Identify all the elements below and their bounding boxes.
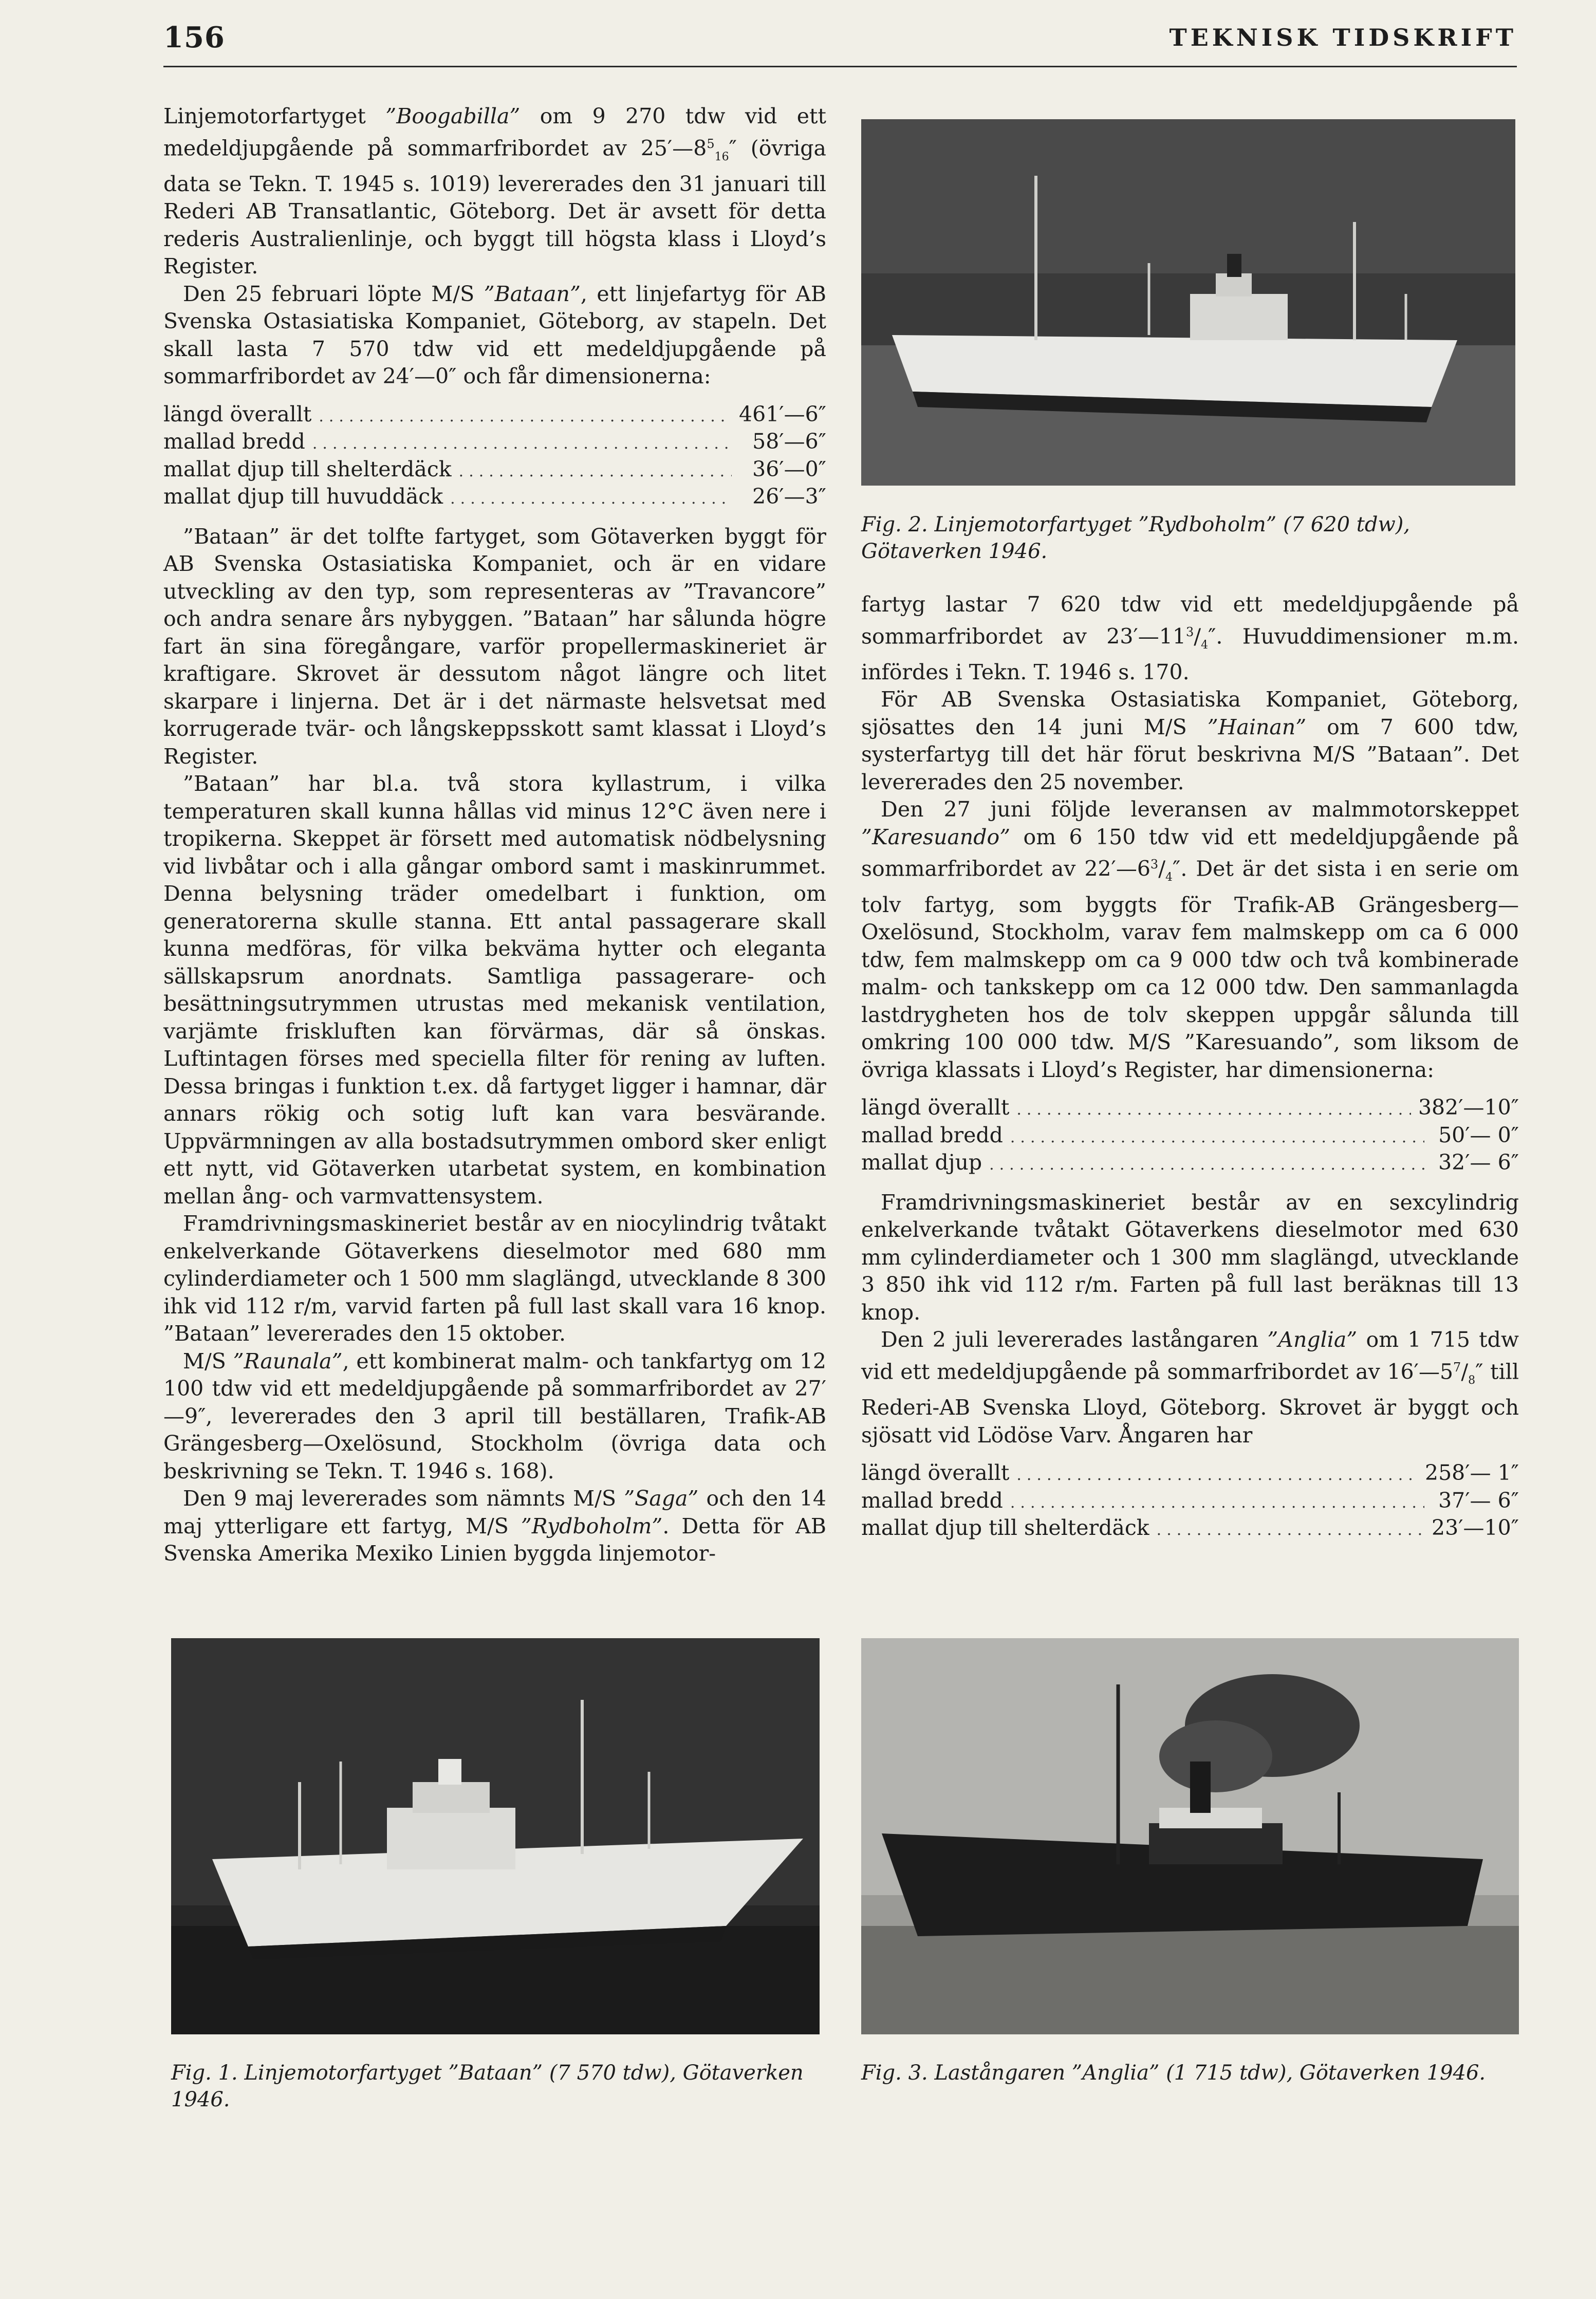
photo-anglia — [861, 1638, 1519, 2034]
paragraph-bataan-description: ”Bataan” är det tolfte fartyget, som Götaverken byggt för AB Svenska Ostasiatiska Kompaniet, och är en vidare utveckling av den typ, som representeras av ”Travancore” och andra senare års nybyggen. ”Bataan” har sålunda högre fart än sina föregångare, varför propellermaskineriet är kraftigare. Skrovet är dessutom något längre och litet skarpare i linjerna. Det är i det närmaste helsvetsat med korrugerade tvär- och långskeppsskott samt klassat i Lloyd’s Register. — [163, 524, 826, 769]
caption-fig-2: Fig. 2. Linjemotorfartyget ”Rydboholm” (7 620 tdw), Götaverken 1946. — [861, 513, 1411, 563]
paragraph-anglia: Den 2 juli levererades lastångaren ”Anglia” om 1 715 tdw vid ett medeldjupgående på sommarfribordet av $16'—5^7/_8''$ till Rederi-AB Svenska Lloyd, Göteborg. Skrovet är byggt och sjösatt vid Lödöse Varv. Ångaren har — [861, 1327, 1519, 1448]
left-column — [163, 103, 826, 1568]
paragraph-karesuando: Den 27 juni följde leveransen av malmmotorskeppet ”Karesuando” om 6 150 tdw vid ett medeldjupgående på sommarfribordet av $22'—6^3/_4''$. Det är det sista i en serie om tolv fartyg, som byggts för Trafik-AB Grängesberg—Oxelösund, Stockholm, varav fem malmskepp om ca 6 000 tdw, fem malmskepp om ca 9 000 tdw och två kombinerade malm- och tankskepp om ca 12 000 tdw. Den sammanlagda lastdrygheten hos de tolv skeppen uppgår sålunda till omkring 100 000 tdw. M/S ”Karesuando”, som liksom de övriga klassats i Lloyd’s Register, har dimensionerna: — [861, 797, 1519, 1082]
paragraph-raunala: M/S ”Raunala”, ett kombinerat malm- och tankfartyg om 12 100 tdw vid ett medeldjupgående på sommarfribordet av 27′—9″, levererades den 3 april till beställaren, Trafik-AB Grängesberg—Oxelösund, Stockholm (övriga data och beskrivning se Tekn. T. 1946 s. 168). — [163, 1348, 826, 1484]
journal-title: TEKNISK TIDSKRIFT — [1169, 24, 1517, 51]
caption-fig-1: Fig. 1. Linjemotorfartyget ”Bataan” (7 570 tdw), Götaverken 1946. — [171, 2061, 804, 2111]
page-number: 156 — [163, 21, 225, 54]
paragraph-karesuando-machinery: Framdrivningsmaskineriet består av en sexcylindrig enkelverkande tvåtakt Götaverkens dieselmotor med 630 mm cylinderdiameter och 1 300 mm slaglängd, utvecklande 3 850 ihk vid 112 r/m. Farten på full last beräknas till 13 knop. — [861, 1190, 1519, 1325]
header-rule — [163, 66, 1517, 67]
dimension-row: mallat djup till shelterdäck ..... 23′—10″ — [861, 1514, 1519, 1542]
right-column — [861, 591, 1519, 1554]
dimension-table-anglia — [861, 1459, 1519, 1542]
dimension-row: mallat djup till huvuddäck ..... 26′—3″ — [163, 483, 826, 511]
dimension-row: mallat djup ..... 32′— 6″ — [861, 1149, 1519, 1177]
paragraph-bataan-machinery: Framdrivningsmaskineriet består av en niocylindrig tvåtakt enkelverkande Götaverkens dieselmotor med 680 mm cylinderdiameter och 1 500 mm slaglängd, utvecklande 8 300 ihk vid 112 r/m, varvid farten på full last skall vara 16 knop. ”Bataan” levererades den 15 oktober. — [163, 1211, 826, 1346]
photo-rydboholm — [861, 119, 1515, 486]
paragraph-bataan-equipment: ”Bataan” har bl.a. två stora kyllastrum, i vilka temperaturen skall kunna hållas vid minus 12°C även nere i tropikerna. Skeppet är försett med automatisk nödbelysning vid livbåtar och i alla gångar ombord samt i maskinrummet. Denna belysning träder omedelbart i funktion, om generatorerna skulle stanna. Ett antal passagerare skall kunna medföras, för vilka bekväma hytter och eleganta sällskapsrum anordnats. Samtliga passagerare- och besättningsutrymmen utrustas med mekanisk ventilation, varjämte friskluften kan förvärmas, där så önskas. Luftintagen förses med speciella filter för rening av luften. Dessa bringas i funktion t.ex. då fartyget ligger i hamnar, där annars rökig och sotig luft kan vara besvärande. Uppvärmningen av alla bostadsutrymmen ombord sker enligt ett nytt, vid Götaverken utarbetat system, en kombination mellan ång- och varmvattensystem. — [163, 771, 826, 1209]
dimension-table-bataan — [163, 401, 826, 511]
photo-bataan — [171, 1638, 820, 2034]
paragraph-hainan: För AB Svenska Ostasiatiska Kompaniet, Göteborg, sjösattes den 14 juni M/S ”Hainan” om 7 600 tdw, systerfartyg till det här förut beskrivna M/S ”Bataan”. Det levererades den 25 november. — [861, 687, 1519, 794]
caption-fig-3: Fig. 3. Lastångaren ”Anglia” (1 715 tdw), Götaverken 1946. — [861, 2061, 1486, 2085]
dimension-row: mallat djup till shelterdäck ..... 36′—0″ — [163, 456, 826, 484]
dimension-row: mallad bredd ..... 58′—6″ — [163, 428, 826, 456]
dimension-row: mallad bredd ..... 37′— 6″ — [861, 1487, 1519, 1515]
dimension-row: mallad bredd ..... 50′— 0″ — [861, 1122, 1519, 1150]
paragraph-boogabilla: Linjemotorfartyget ”Boogabilla” om 9 270 tdw vid ett medeldjupgående på sommarfribordet av $25'—8^5_{16}''$ (övriga data se Tekn. T. 1945 s. 1019) levererades den 31 januari till Rederi AB Transatlantic, Göteborg. Det är avsett för detta rederis Australienlinje, och byggt till högsta klass i Lloyd’s Register. — [163, 104, 826, 279]
paragraph-saga-rydboholm: Den 9 maj levererades som nämnts M/S ”Saga” och den 14 maj ytterligare ett fartyg, M/S ”Rydboholm”. Detta för AB Svenska Amerika Mexiko Linien byggda linjemotor- — [163, 1486, 826, 1566]
dimension-row: längd överallt ..... 461′—6″ — [163, 401, 826, 429]
paragraph-bataan-launch: Den 25 februari löpte M/S ”Bataan”, ett linjefartyg för AB Svenska Ostasiatiska Kompaniet, Göteborg, av stapeln. Det skall lasta 7 570 tdw vid ett medeldjupgående på sommarfribordet av 24′—0″ och får dimensionerna: — [163, 281, 826, 389]
dimension-table-karesuando — [861, 1094, 1519, 1177]
paragraph-rydboholm: fartyg lastar 7 620 tdw vid ett medeldjupgående på sommarfribordet av $23'—11^3/_4''$. Huvuddimensioner m.m. infördes i Tekn. T. 1946 s. 170. — [861, 592, 1519, 684]
dimension-row: längd överallt ..... 382′—10″ — [861, 1094, 1519, 1122]
dimension-row: längd överallt ..... 258′— 1″ — [861, 1459, 1519, 1487]
